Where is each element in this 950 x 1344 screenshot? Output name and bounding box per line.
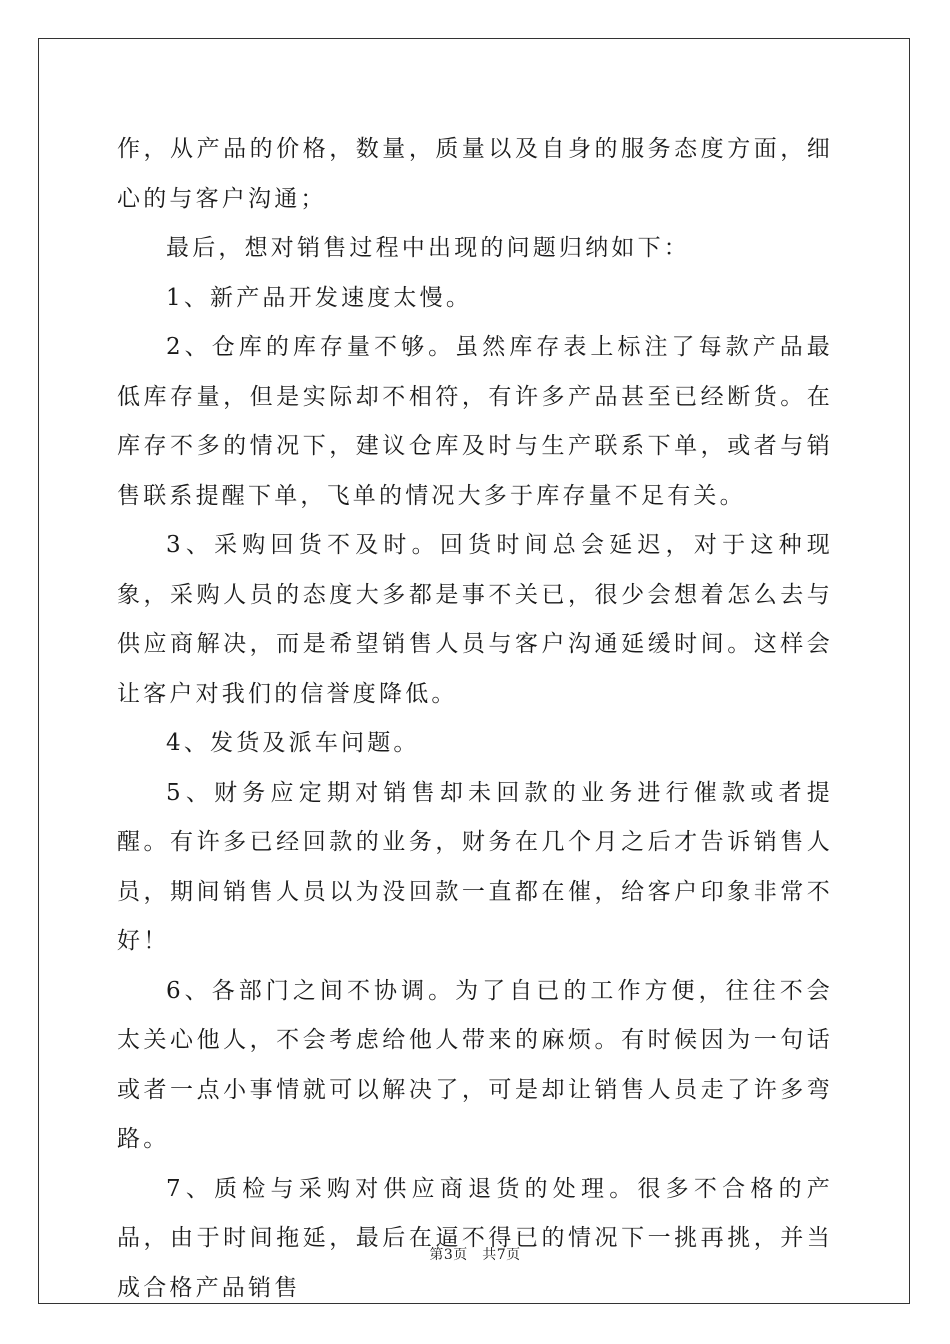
paragraph: 最后，想对销售过程中出现的问题归纳如下： — [166, 235, 690, 261]
page-number: 第3页 共7页 — [429, 1247, 521, 1263]
list-item: 6、各部门之间不协调。为了自已的工作方便，往往不会太关心他人，不会考虑给他人带来的麻烦。有时候因为一句话或者一点小事情就可以解决了，可是却让销售人员走了许多弯路。 — [117, 977, 833, 1152]
list-item: 4、发货及派车问题。 — [166, 730, 420, 756]
document-body — [117, 125, 833, 1313]
list-item: 5、财务应定期对销售却未回款的业务进行催款或者提醒。有许多已经回款的业务，财务在几个月之后才告诉销售人员，期间销售人员以为没回款一直都在催，给客户印象非常不好！ — [117, 779, 833, 954]
list-item: 3、采购回货不及时。回货时间总会延迟，对于这种现象，采购人员的态度大多都是事不关已，很少会想着怎么去与供应商解决，而是希望销售人员与客户沟通延缓时间。这样会让客户对我们的信誉度降低。 — [117, 532, 833, 707]
list-item: 7、质检与采购对供应商退货的处理。很多不合格的产品，由于时间拖延，最后在逼不得已的情况下一挑再挑，并当成合格产品销售 — [117, 1175, 833, 1301]
list-item: 1、新产品开发速度太慢。 — [166, 284, 473, 311]
paragraph: 作，从产品的价格，数量，质量以及自身的服务态度方面，细心的与客户沟通； — [117, 136, 833, 212]
list-item: 2、仓库的库存量不够。虽然库存表上标注了每款产品最低库存量，但是实际却不相符，有许多产品甚至已经断货。在库存不多的情况下，建议仓库及时与生产联系下单，或者与销售联系提醒下单，飞单的情况大多于库存量不足有关。 — [117, 334, 833, 509]
